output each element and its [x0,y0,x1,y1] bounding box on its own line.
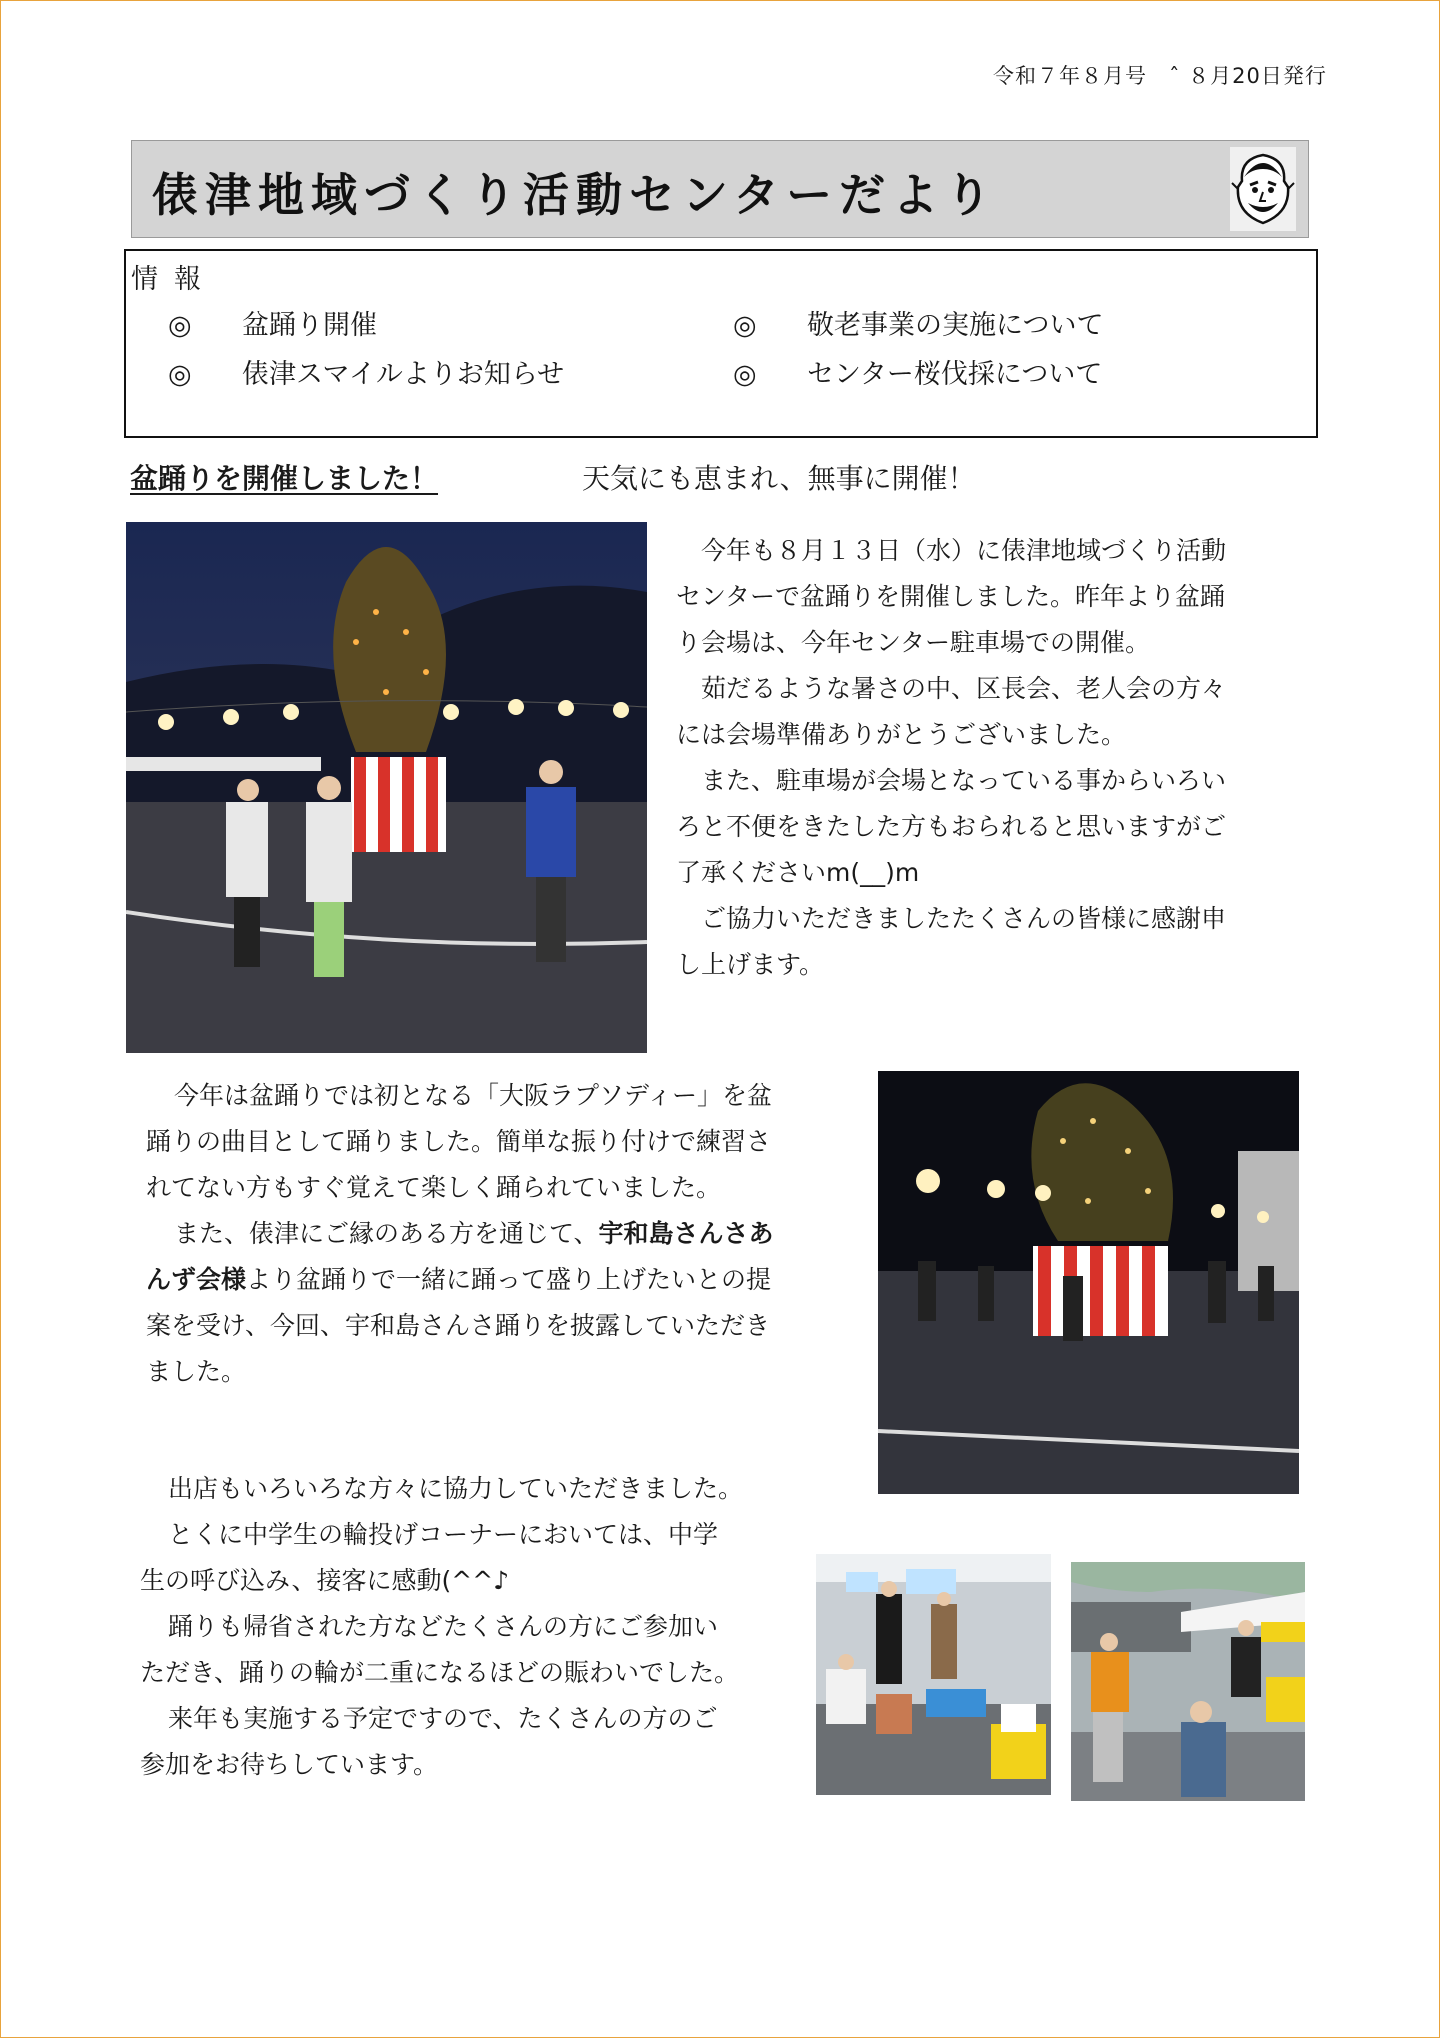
yagura-night-photo [878,1071,1299,1494]
text-line: 参加をお待ちしています。 [140,1750,439,1779]
info-item-label: センター桜伐採について [807,359,1103,390]
text-line: 生の呼び込み、接客に感動(^^♪ [140,1566,510,1595]
bullet-mark: ◎ [168,359,192,390]
mascot-icon [1230,147,1296,231]
group-name-emphasis: 宇和島さんさあ [598,1219,774,1248]
paragraph-intro [676,528,1296,988]
text-line: 出店もいろいろな方々に協力していただきました。 [168,1474,744,1503]
paragraph-performance [146,1073,866,1395]
text-line: ました。 [146,1357,247,1386]
bon-odori-dancers-photo [126,522,647,1053]
title-banner [131,140,1309,238]
text-line: また、駐車場が会場となっている事からいろい [701,766,1227,795]
section-heading: 盆踊りを開催しました！ [130,462,439,495]
text-line: ろと不便をきたした方もおられると思いますがご [676,812,1227,841]
info-box [124,249,1318,438]
text-line: 来年も実施する予定ですので、たくさんの方のご [168,1704,718,1733]
info-item [168,352,564,391]
text-line: れてない方もすぐ覚えて楽しく踊られていました。 [146,1173,722,1202]
bullet-mark: ◎ [733,359,757,390]
text-span: また、俵津にご縁のある方を通じて、 [174,1219,599,1248]
text-line: とくに中学生の輪投げコーナーにおいては、中学 [168,1520,719,1549]
bullet-mark: ◎ [733,310,757,341]
info-item-label: 敬老事業の実施について [807,310,1104,341]
text-line: には会場準備ありがとうございました。 [676,720,1127,749]
text-span: より盆踊りで一緒に踊って盛り上げたいとの提 [246,1265,772,1294]
info-item [733,352,1102,391]
text-line: 茹だるような暑さの中、区長会、老人会の方々 [701,674,1227,703]
text-line: 踊りの曲目として踊りました。簡単な振り付けで練習さ [146,1127,772,1156]
text-line [146,1211,866,1257]
bullet-mark: ◎ [168,310,192,341]
text-line: 今年も８月１３日（水）に俵津地域づくり活動 [701,536,1227,565]
group-name-emphasis: んず会様 [146,1265,247,1294]
info-item [168,303,377,342]
text-line: 今年は盆踊りでは初となる「大阪ラプソディー」を盆 [174,1081,773,1110]
text-line: 了承くださいm(__)m [676,858,920,887]
ring-toss-booth-photo [816,1554,1051,1795]
text-line: 案を受け、今回、宇和島さんさ踊りを披露していただき [146,1311,771,1340]
section-subheading: 天気にも恵まれ、無事に開催！ [582,462,976,495]
text-line: ご協力いただきましたたくさんの皆様に感謝申 [701,904,1227,933]
food-stall-photo [1071,1562,1305,1801]
text-line: り会場は、今年センター駐車場での開催。 [676,628,1151,657]
info-item [733,303,1103,342]
info-heading: 情報 [131,264,217,295]
text-line [146,1257,866,1303]
text-line: ただき、踊りの輪が二重になるほどの賑わいでした。 [140,1658,740,1687]
info-item-label: 俵津スマイルよりお知らせ [242,359,565,390]
newsletter-title: 俵津地域づくり活動センターだより [152,168,999,222]
info-item-label: 盆踊り開催 [242,310,377,341]
issue-date: 令和７年８月号 ˆ ８月20日発行 [993,64,1327,88]
text-line: 踊りも帰省された方などたくさんの方にご参加い [168,1612,719,1641]
text-line: センターで盆踊りを開催しました。昨年より盆踊 [676,582,1226,611]
paragraph-stalls [140,1466,800,1788]
text-line: し上げます。 [676,950,825,979]
